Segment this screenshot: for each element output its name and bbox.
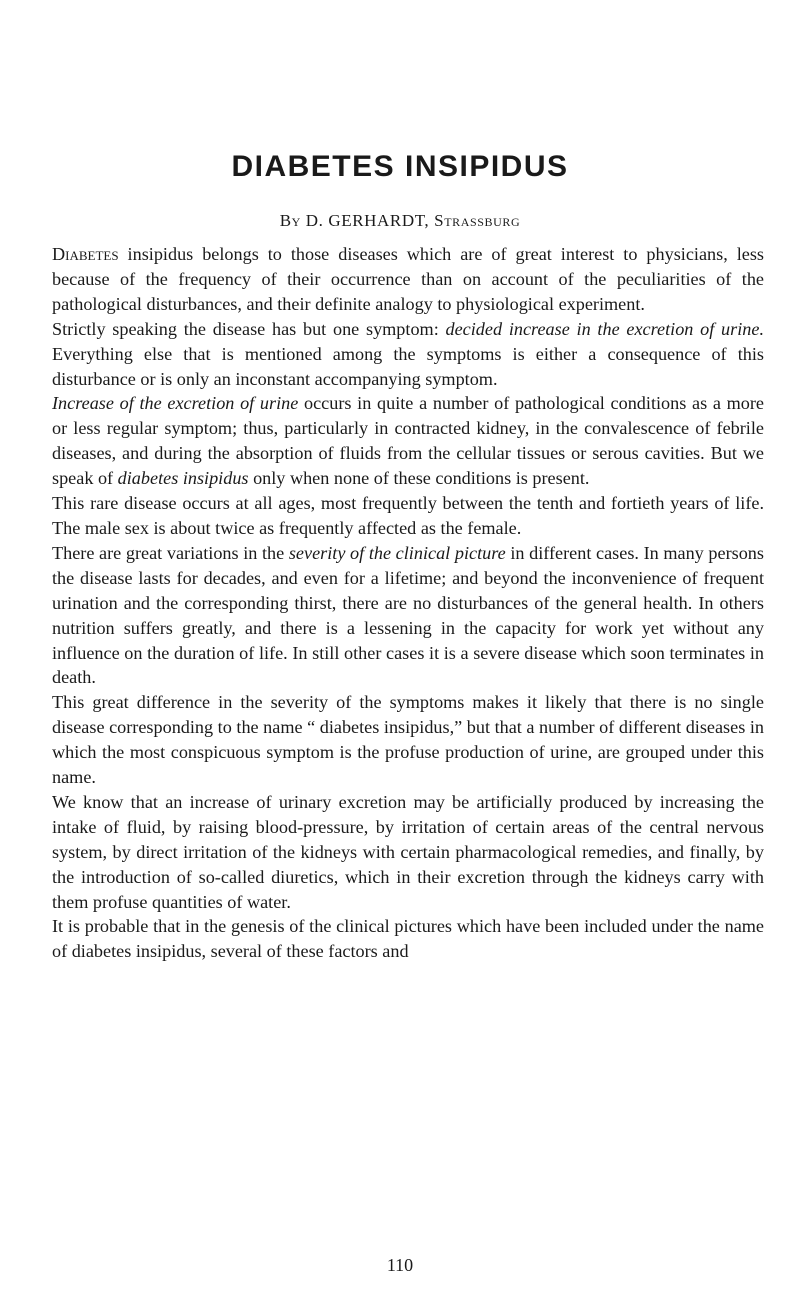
byline-author: D. GERHARDT,	[305, 211, 430, 230]
paragraph-5	[52, 541, 764, 690]
paragraph-2	[52, 317, 764, 392]
paragraph-6	[52, 690, 764, 790]
paragraph-text: There are great variations in the	[52, 542, 289, 563]
paragraph-emphasis: decided increase in the excretion of urine.	[445, 318, 764, 339]
paragraph-1	[52, 242, 764, 317]
paragraph-text: We know that an increase of urinary excretion may be artificially produced by increasing the intake of fluid, by raising blood-pressure, by irritation of certain areas of the central nervous system, by direct irritation of the kidneys with certain pharmacological remedies, and finally, by the introduction of so-called diuretics, which in their excretion through the kidneys carry with them profuse quantities of water.	[52, 791, 764, 912]
chapter-title: DIABETES INSIPIDUS	[231, 150, 569, 183]
paragraph-emphasis: diabetes insipidus	[117, 468, 249, 489]
paragraph-emphasis: Increase of the excretion of urine	[52, 393, 299, 414]
paragraph-text: insipidus belongs to those diseases which are of great interest to physicians, less because of the frequency of their occurrence than on account of the peculiarities of the pathological disturbances, and their definite analogy to physiological experiment.	[52, 244, 764, 314]
page-number: 110	[386, 1255, 414, 1275]
paragraph-text: Everything else that is mentioned among the symptoms is either a consequence of this disturbance or is only an inconstant accompanying symptom.	[52, 343, 764, 389]
paragraph-text: Strictly speaking the disease has but one symptom:	[52, 318, 446, 339]
paragraph-3	[52, 391, 764, 491]
paragraph-text: in different cases. In many persons the disease lasts for decades, and even for a lifetime; and beyond the inconvenience of frequent urination and the corresponding thirst, there are no disturbances of the general health. In others nutrition suffers greatly, and there is a lessening in the capacity for work yet without any influence on the duration of life. In still other cases it is a severe disease which soon terminates in death.	[52, 542, 764, 688]
paragraph-text: This great difference in the severity of the symptoms makes it likely that there is no single disease corresponding to the name “ diabetes insipidus,” but that a number of different diseases in which the most conspicuous symptom is the profuse production of urine, are grouped under this name.	[52, 692, 764, 788]
byline-prefix: By	[279, 211, 301, 230]
paragraph-text: occurs in quite a number of pathological conditions as a more or less regular symptom; thus, particularly in contracted kidney, in the convalescence of febrile diseases, and during the absorption of fluids from the cellular tissues or serous cavities. But we speak of	[52, 393, 764, 489]
paragraph-7	[52, 790, 764, 915]
paragraph-emphasis: severity of the clinical picture	[288, 542, 506, 563]
paragraph-lead-word: Diabetes	[52, 244, 119, 264]
paragraph-text: only when none of these conditions is present.	[248, 468, 590, 489]
paragraph-text: It is probable that in the genesis of the clinical pictures which have been included under the name of diabetes insipidus, several of these factors and	[52, 916, 764, 962]
body-text	[52, 242, 764, 964]
byline-place: Strassburg	[434, 211, 521, 230]
paragraph-8	[52, 914, 764, 964]
paragraph-4	[52, 491, 764, 541]
paragraph-text: This rare disease occurs at all ages, most frequently between the tenth and fortieth years of life. The male sex is about twice as frequently affected as the female.	[52, 493, 764, 538]
author-byline	[0, 209, 800, 233]
